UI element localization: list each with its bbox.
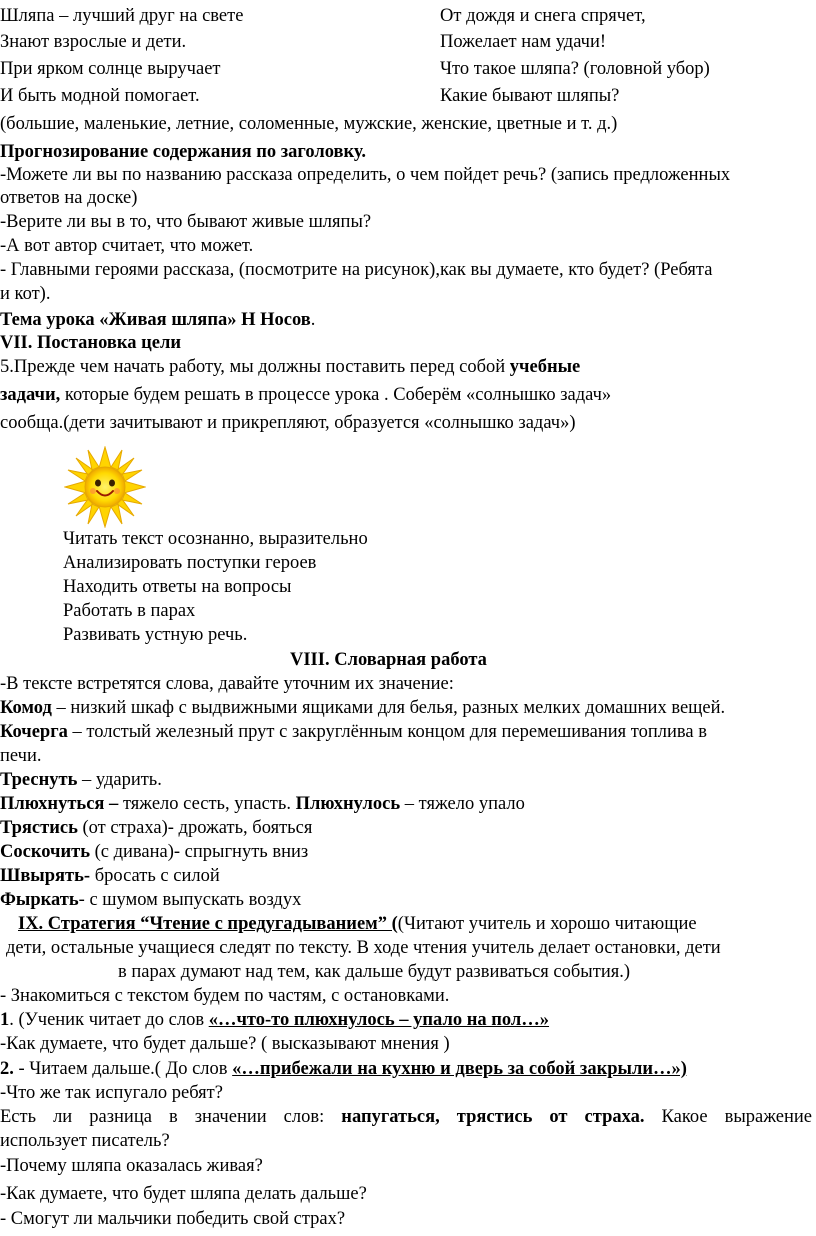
section-7-line2-bold: задачи, [0,385,61,405]
poem-left-line-4: И быть модной помогает. [0,86,200,106]
question-scare: -Что же так испугало ребят? [0,1083,223,1103]
question-diff-a: Есть ли разница в значении слов: [0,1107,342,1127]
smiling-sun-icon [64,446,146,528]
vocab-tresnut-def: – ударить. [77,770,162,790]
poem-right-line-1: От дождя и снега спрячет, [440,6,646,26]
vocab-shvyr-def: бросать с силой [90,866,220,886]
poem-right-line-3: Что такое шляпа? (головной убор) [440,59,710,79]
vocab-intro: -В тексте встретятся слова, давайте уточним их значение: [0,674,454,694]
vocab-plyukh [0,792,525,816]
forecast-q1-line2: ответов на доске) [0,188,138,208]
vocab-fyrk [0,888,301,912]
section-7-line2-text: которые будем решать в процессе урока . Соберём «солнышко задач» [60,385,612,405]
question-hat: -Как думаете, что будет шляпа делать дальше? [0,1184,367,1204]
poem-right-line-2: Пожелает нам удачи! [440,32,607,52]
question-fear: - Смогут ли мальчики победить свой страх? [0,1209,346,1229]
section-7-line3: сообща.(дети зачитывают и прикрепляют, образуется «солнышко задач») [0,413,576,433]
section-9-heading-line [18,912,697,936]
vocab-komod-def: – низкий шкаф с выдвижными ящиками для белья, разных мелких домашних вещей. [51,698,726,718]
vocab-kocherga-cont: печи. [0,746,42,766]
question-diff-c: Какое выражение [644,1107,812,1127]
section-8-heading: VIII. Словарная работа [290,650,487,670]
vocab-sosk-def: (с дивана)- спрыгнуть вниз [89,842,309,862]
reading-step-2 [0,1057,687,1081]
lesson-topic [0,308,315,332]
reading-step-1 [0,1008,549,1032]
section-9-line3: в парах думают над тем, как дальше будут развиваться события.) [118,962,631,982]
vocab-plyukh-term: Плюхнуться – [0,794,119,814]
lesson-topic-label: Тема урока «Живая шляпа» Н Носов [0,310,311,330]
question-diff [0,1105,812,1129]
vocab-plyukh2-term: Плюхнулось [295,794,401,814]
reading-step-1-text: . (Ученик читает до слов [9,1010,209,1030]
vocab-shvyr [0,864,220,888]
poem-left-line-2: Знают взрослые и дети. [0,32,187,52]
task-item-3: Находить ответы на вопросы [63,577,292,597]
forecast-q1-line1: -Можете ли вы по названию рассказа определить, о чем пойдет речь? (запись предложенных [0,165,731,185]
task-item-4: Работать в парах [63,601,196,621]
poem-left-line-3: При ярком солнце выручает [0,59,221,79]
vocab-trias-def: (от страха)- дрожать, бояться [77,818,313,838]
reading-step-1-num: 1 [0,1010,10,1030]
sun-right-eye [109,480,115,487]
poem-left-line-1: Шляпа – лучший друг на свете [0,6,244,26]
forecast-q4-line1: - Главными героями рассказа, (посмотрите на рисунок),как вы думаете, кто будет? (Ребята [0,260,713,280]
vocab-shvyr-term: Швырять- [0,866,91,886]
section-7-heading: VII. Постановка цели [0,333,182,353]
vocab-tresnut-term: Треснуть [0,770,78,790]
task-item-1: Читать текст осознанно, выразительно [63,529,368,549]
poem-right-line-4: Какие бывают шляпы? [440,86,620,106]
question-diff-cont: использует писатель? [0,1131,170,1151]
reading-step-2-num: 2. [0,1059,14,1079]
vocab-komod [0,696,725,720]
section-9-line2: дети, остальные учащиеся следят по тексту. В ходе чтения учитель делает остановки, дети [6,938,721,958]
vocab-trias [0,816,312,840]
sun-left-eye [95,480,101,487]
hat-types-line: (большие, маленькие, летние, соломенные, мужские, женские, цветные и т. д.) [0,114,618,134]
forecast-q4-line2: и кот). [0,284,51,304]
reading-step-1-quote: «…что-то плюхнулось – упало на пол…» [208,1010,550,1030]
section-7-line1-text: 5.Прежде чем начать работу, мы должны поставить перед собой [0,357,510,377]
reading-step-2-quote: «…прибежали на кухню и дверь за собой закрыли…») [232,1059,687,1079]
vocab-sosk [0,840,308,864]
section-9-heading-rest: (Читают учитель и хорошо читающие [397,914,697,934]
section-9-line4: - Знакомиться с текстом будем по частям, с остановками. [0,986,450,1006]
section-9-heading: IX. Стратегия “Чтение с предугадыванием” ( [18,914,398,934]
question-diff-b: напугаться, трястись от страха. [341,1107,645,1127]
vocab-kocherga-def: – толстый железный прут с закруглённым концом для перемешивания топлива в [67,722,707,742]
vocab-tresnut [0,768,162,792]
forecast-heading: Прогнозирование содержания по заголовку. [0,142,366,162]
task-item-5: Развивать устную речь. [63,625,248,645]
reading-step-2-text: - Читаем дальше.( До слов [13,1059,233,1079]
lesson-topic-dot: . [310,310,316,330]
question-next: -Как думаете, что будет дальше? ( высказывают мнения ) [0,1034,450,1054]
vocab-kocherga [0,720,707,744]
vocab-trias-term: Трястись [0,818,78,838]
section-7-line1 [0,355,580,379]
section-7-line1-bold: учебные [509,357,581,377]
vocab-sosk-term: Соскочить [0,842,90,862]
vocab-kocherga-term: Кочерга [0,722,68,742]
forecast-q3: -А вот автор считает, что может. [0,236,254,256]
vocab-plyukh2-def: – тяжело упало [400,794,525,814]
vocab-fyrk-def: - с шумом выпускать воздух [78,890,302,910]
vocab-fyrk-term: Фыркать [0,890,79,910]
forecast-q2: -Верите ли вы в то, что бывают живые шляпы? [0,212,372,232]
task-item-2: Анализировать поступки героев [63,553,317,573]
vocab-komod-term: Комод [0,698,52,718]
section-7-line2 [0,383,611,407]
question-alive: -Почему шляпа оказалась живая? [0,1156,263,1176]
vocab-plyukh-def: тяжело сесть, упасть. [118,794,296,814]
